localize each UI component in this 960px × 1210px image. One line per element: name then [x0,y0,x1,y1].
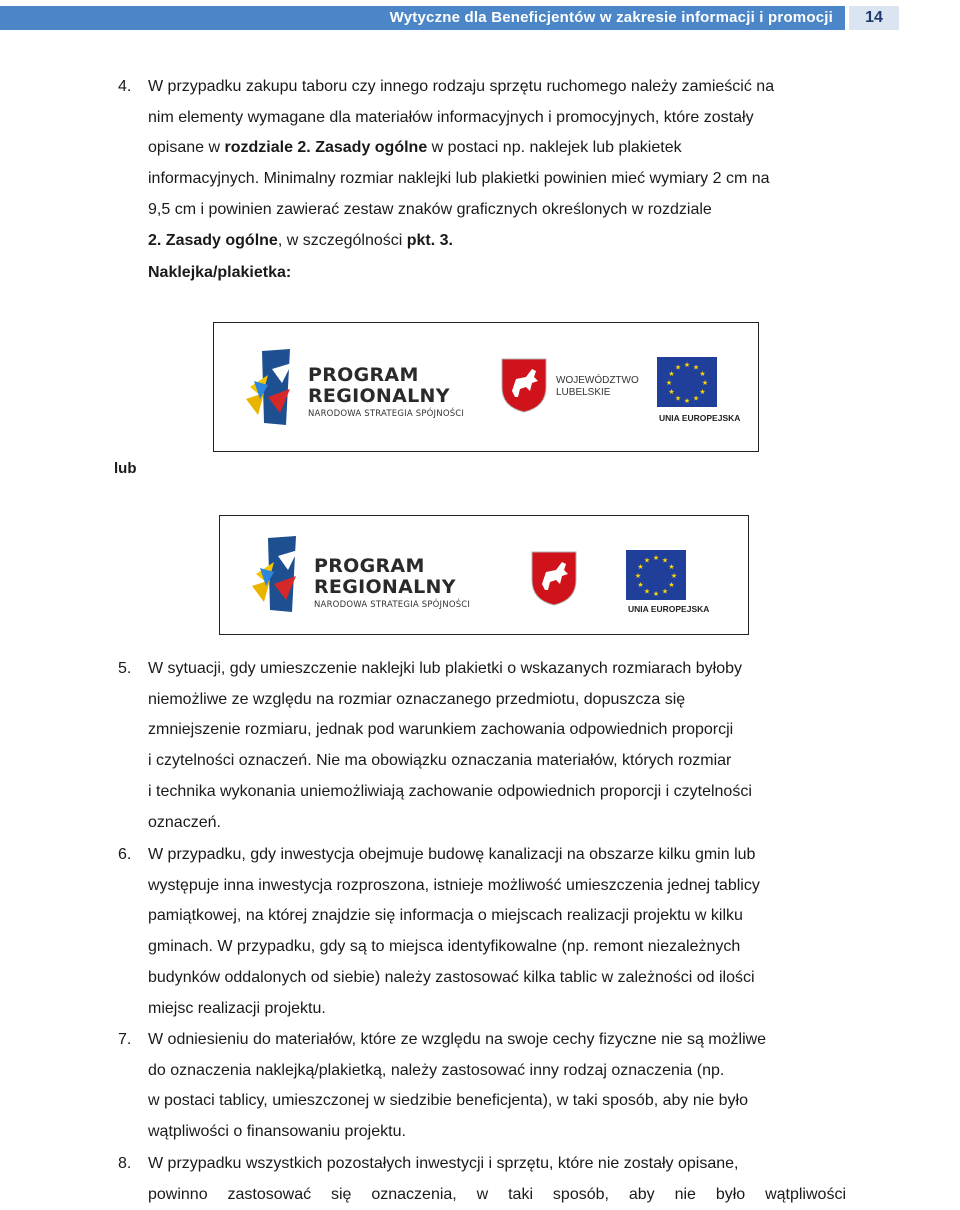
svg-text:★: ★ [661,556,669,565]
svg-text:★: ★ [674,394,682,403]
lubelskie-coat-of-arms-icon [530,550,578,606]
svg-text:★: ★ [699,370,706,378]
program-regionalny-logo-icon [246,349,306,425]
item-5-line: W sytuacji, gdy umieszczenie naklejki lub plakietki o wskazanych rozmiarach byłoby [148,660,743,677]
item-7-line: wątpliwości o finansowaniu projektu. [148,1123,406,1141]
item-4-text [148,72,846,256]
item-5-line: oznaczeń. [148,813,221,831]
item-6-line: miejsc realizacji projektu. [148,999,326,1017]
svg-text:★: ★ [674,363,682,372]
item-7-line: w postaci tablicy, umieszczonej w siedzibie beneficjenta), w taki sposób, aby nie było [148,1092,748,1110]
item-8-number: 8. [118,1155,132,1172]
eu-flag-icon [626,550,686,600]
svg-text:★: ★ [699,388,706,396]
item-7-text [148,1025,846,1148]
item-4-number: 4. [118,78,132,95]
item-6-line: W przypadku, gdy inwestycja obejmuje budowę kanalizacji na obszarze kilku gmin lub [148,846,756,863]
item-8-line: W przypadku wszystkich pozostałych inwestycji i sprzętu, które nie zostały opisane, [148,1155,739,1172]
lubelskie-coat-of-arms-icon [500,357,548,413]
svg-text:★: ★ [643,556,651,565]
svg-text:★: ★ [643,587,651,596]
svg-text:★: ★ [668,581,675,589]
sticker-variant-1 [213,322,759,452]
wojewodztwo-lubelskie-text: WOJEWÓDZTWO LUBELSKIE [556,375,639,398]
item-4-line: 9,5 cm i powinien zawierać zestaw znaków graficznych określonych w rozdziale [148,200,712,218]
chapter-ref: rozdziale 2. Zasady ogólne [224,139,428,157]
svg-text:★: ★ [668,370,675,378]
program-regionalny-text: PROGRAM REGIONALNY NARODOWA STRATEGIA SPÓJNOŚCI [314,555,471,610]
program-regionalny-text: PROGRAM REGIONALNY NARODOWA STRATEGIA SPÓJNOŚCI [308,364,465,419]
item-6-line: gminach. W przypadku, gdy są to miejsca identyfikowalne (np. remont niezależnych [148,938,741,956]
item-7-line: do oznaczenia naklejką/plakietką, należy zastosować inny rodzaj oznaczenia (np. [148,1061,725,1079]
item-4-line: nim elementy wymagane dla materiałów informacyjnych i promocyjnych, które zostały [148,108,754,126]
chapter-ref: 2. Zasady ogólne [148,231,278,249]
item-5-line: i technika wykonania uniemożliwiają zachowanie odpowiednich proporcji i czytelności [148,782,752,800]
sticker-variant-2 [219,515,749,635]
item-5-text [148,654,846,838]
eu-caption: UNIA EUROPEJSKA [628,604,710,614]
svg-text:★: ★ [668,563,675,571]
svg-text:★: ★ [670,572,678,580]
or-label: lub [114,460,137,477]
program-regionalny-logo-icon [252,536,312,612]
svg-text:★: ★ [683,397,691,405]
svg-text:★: ★ [637,581,644,589]
item-6-text [148,840,846,1024]
item-4-line: informacyjnych. Minimalny rozmiar naklejki lub plakietki powinien mieć wymiary 2 cm na [148,170,770,188]
svg-text:★: ★ [634,572,642,580]
item-6-number: 6. [118,846,132,863]
svg-text:★: ★ [665,379,673,387]
page-number: 14 [847,6,899,30]
item-8-text [148,1149,846,1210]
item-7-number: 7. [118,1031,132,1048]
eu-flag-icon [657,357,717,407]
point-ref: pkt. 3. [406,231,453,249]
item-6-line: pamiątkowej, na której znajdzie się informacja o miejscach realizacji projektu w kilku [148,907,743,925]
item-4-line: W przypadku zakupu taboru czy innego rodzaju sprzętu ruchomego należy zamieścić na [148,78,775,95]
item-5-line: zmniejszenie rozmiaru, jednak pod warunkiem zachowania odpowiednich proporcji [148,721,734,739]
item-5-number: 5. [118,660,132,677]
item-8-line: powinno zastosować się oznaczenia, w taki sposób, aby nie było wątpliwości [148,1185,846,1203]
svg-text:★: ★ [652,554,660,562]
item-6-line: budynków oddalonych od siebie) należy zastosować kilka tablic w zależności od ilości [148,968,755,986]
svg-text:★: ★ [661,587,669,596]
header-title: Wytyczne dla Beneficjentów w zakresie informacji i promocji [0,6,845,30]
item-4-line: opisane w rozdziale 2. Zasady ogólne w postaci np. naklejek lub plakietek [148,139,682,157]
svg-text:★: ★ [637,563,644,571]
svg-text:★: ★ [692,363,700,372]
sticker-label: Naklejka/plakietka: [148,264,292,281]
item-4-line: 2. Zasady ogólne, w szczególności pkt. 3. [148,231,453,249]
item-5-line: i czytelności oznaczeń. Nie ma obowiązku oznaczania materiałów, których rozmiar [148,752,732,770]
svg-text:★: ★ [668,388,675,396]
page-header [0,6,960,30]
svg-text:★: ★ [652,590,660,598]
item-5-line: niemożliwe ze względu na rozmiar oznaczanego przedmiotu, dopuszcza się [148,690,686,708]
eu-caption: UNIA EUROPEJSKA [659,413,741,423]
item-6-line: występuje inna inwestycja rozproszona, istnieje możliwość umieszczenia jednej tablicy [148,876,760,894]
svg-text:★: ★ [701,379,709,387]
item-7-line: W odniesieniu do materiałów, które ze względu na swoje cechy fizyczne nie są możliwe [148,1031,767,1048]
svg-text:★: ★ [692,394,700,403]
svg-text:★: ★ [683,361,691,369]
